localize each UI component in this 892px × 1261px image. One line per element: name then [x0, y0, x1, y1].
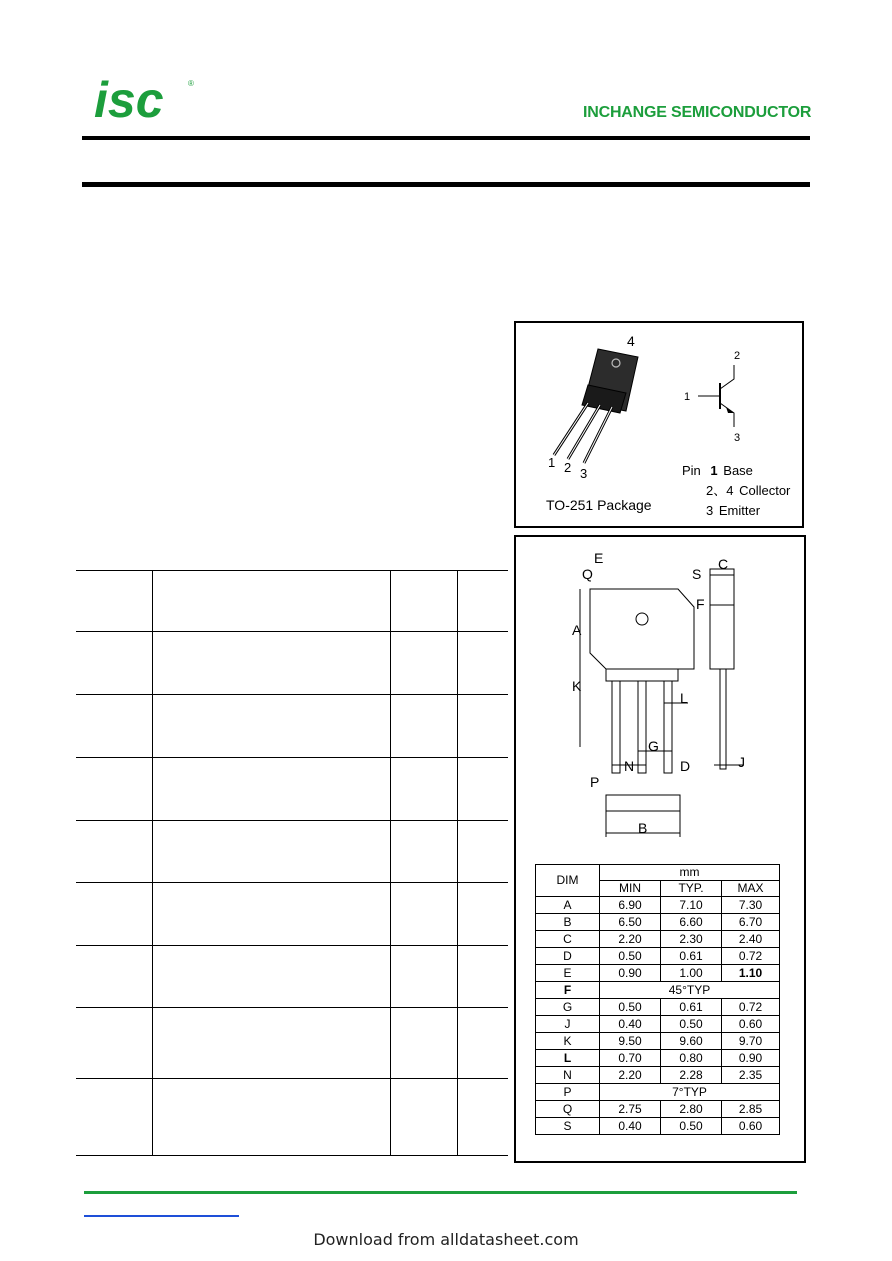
label-f: F: [696, 596, 705, 612]
table-row: [536, 1084, 780, 1101]
registered-mark: ®: [188, 79, 194, 88]
typ-cell: 0.50: [661, 1118, 722, 1135]
emitter-wire: [720, 403, 734, 427]
dim-cell: A: [536, 897, 600, 914]
min-cell: 0.40: [600, 1118, 661, 1135]
span-cell: 45°TYP: [600, 982, 780, 999]
table-row: [536, 1067, 780, 1084]
pin-line-1: [682, 463, 753, 478]
lead-label-1: 1: [548, 455, 556, 470]
front-lead-base: [606, 669, 678, 681]
table-row: [76, 883, 508, 946]
max-cell: 9.70: [722, 1033, 780, 1050]
label-g: G: [648, 738, 659, 754]
pin-line-3: [706, 503, 761, 518]
max-cell: 0.60: [722, 1118, 780, 1135]
col-unit: mm: [600, 865, 780, 881]
col-max: MAX: [722, 881, 780, 897]
table-row: [536, 982, 780, 999]
table-row: [536, 1101, 780, 1118]
pin-3-name: Emitter: [718, 503, 761, 518]
package-box: [514, 321, 804, 528]
front-lead-1: [612, 681, 620, 773]
span-cell: 7°TYP: [600, 1084, 780, 1101]
typ-cell: 9.60: [661, 1033, 722, 1050]
table-row: [536, 1050, 780, 1067]
side-lead: [720, 669, 726, 769]
typ-cell: 2.80: [661, 1101, 722, 1118]
label-s: S: [692, 566, 702, 582]
dimension-table: [535, 864, 780, 1135]
table-row: [76, 571, 508, 632]
pin-3-num: 3: [706, 503, 714, 518]
outline-drawing: [516, 537, 804, 857]
table-row: [76, 1079, 508, 1156]
package-name: TO-251 Package: [546, 497, 652, 513]
label-j: J: [738, 754, 745, 770]
table-row: [536, 914, 780, 931]
lead-label-3: 3: [580, 466, 588, 481]
typ-cell: 2.28: [661, 1067, 722, 1084]
max-cell: 6.70: [722, 914, 780, 931]
dim-cell: J: [536, 1016, 600, 1033]
symbol-pin-2: 2: [734, 350, 741, 362]
typ-cell: 0.61: [661, 948, 722, 965]
typ-cell: 6.60: [661, 914, 722, 931]
max-cell: 2.35: [722, 1067, 780, 1084]
table-row: [536, 931, 780, 948]
tab-pin-label: 4: [627, 333, 635, 349]
table-row: [536, 1118, 780, 1135]
front-lead-3: [664, 681, 672, 773]
table-header-row: [536, 865, 780, 881]
front-outline: [590, 589, 694, 669]
label-a: A: [572, 622, 582, 638]
pin-1-name: Base: [723, 463, 753, 478]
max-cell: 2.40: [722, 931, 780, 948]
table-row: [76, 946, 508, 1008]
lead-label-2: 2: [564, 460, 572, 475]
lead-1-highlight: [554, 403, 588, 455]
typ-cell: 1.00: [661, 965, 722, 982]
dim-cell: P: [536, 1084, 600, 1101]
bottom-view: [606, 795, 680, 811]
max-cell: 0.90: [722, 1050, 780, 1067]
label-q: Q: [582, 566, 593, 582]
label-e: E: [594, 550, 604, 566]
side-body: [710, 569, 734, 669]
label-d: D: [680, 758, 691, 774]
table-row: [536, 965, 780, 982]
dim-cell: K: [536, 1033, 600, 1050]
company-name: INCHANGE SEMICONDUCTOR: [583, 104, 812, 121]
col-dim: DIM: [536, 865, 600, 897]
typ-cell: 0.80: [661, 1050, 722, 1067]
min-cell: 2.75: [600, 1101, 661, 1118]
typ-cell: 2.30: [661, 931, 722, 948]
footer-link-underline[interactable]: [84, 1215, 239, 1217]
typ-cell: 7.10: [661, 897, 722, 914]
max-cell: 0.72: [722, 948, 780, 965]
symbol-pin-3: 3: [734, 432, 741, 444]
table-row: [76, 821, 508, 883]
pin-line-2: [706, 483, 791, 498]
table-row: [536, 1033, 780, 1050]
max-cell: 7.30: [722, 897, 780, 914]
table-row: [76, 758, 508, 821]
pin-2-num: 2、4: [706, 483, 734, 498]
table-row: [536, 897, 780, 914]
label-p: P: [590, 774, 600, 790]
col-typ: TYP.: [661, 881, 722, 897]
dim-cell: G: [536, 999, 600, 1016]
table-row: [76, 632, 508, 695]
front-lead-2: [638, 681, 646, 773]
ratings-table: [76, 570, 508, 1156]
min-cell: 0.50: [600, 948, 661, 965]
label-n: N: [624, 758, 635, 774]
table-row: [76, 695, 508, 758]
max-cell: 1.10: [722, 965, 780, 982]
max-cell: 0.60: [722, 1016, 780, 1033]
table-row: [536, 948, 780, 965]
dim-cell: L: [536, 1050, 600, 1067]
min-cell: 9.50: [600, 1033, 661, 1050]
table-row: [536, 999, 780, 1016]
typ-cell: 0.61: [661, 999, 722, 1016]
min-cell: 0.70: [600, 1050, 661, 1067]
min-cell: 0.90: [600, 965, 661, 982]
collector-wire: [720, 365, 734, 389]
min-cell: 2.20: [600, 931, 661, 948]
label-l: L: [680, 690, 688, 706]
front-hole: [636, 613, 648, 625]
dim-cell: F: [536, 982, 600, 999]
table-row: [76, 1008, 508, 1079]
footer-green-rule: [84, 1191, 797, 1194]
max-cell: 2.85: [722, 1101, 780, 1118]
dim-cell: E: [536, 965, 600, 982]
typ-cell: 0.50: [661, 1016, 722, 1033]
min-cell: 0.50: [600, 999, 661, 1016]
dim-cell: N: [536, 1067, 600, 1084]
dim-cell: Q: [536, 1101, 600, 1118]
min-cell: 0.40: [600, 1016, 661, 1033]
max-cell: 0.72: [722, 999, 780, 1016]
pin-2-name: Collector: [739, 483, 791, 498]
table-row: [536, 1016, 780, 1033]
label-k: K: [572, 678, 582, 694]
pin-prefix: Pin: [682, 463, 701, 478]
min-cell: 6.90: [600, 897, 661, 914]
isc-logo: [92, 70, 212, 130]
dim-cell: B: [536, 914, 600, 931]
min-cell: 6.50: [600, 914, 661, 931]
pin-1-num: 1: [710, 463, 718, 478]
dim-cell: S: [536, 1118, 600, 1135]
lead-3-highlight: [584, 407, 612, 463]
min-cell: 2.20: [600, 1067, 661, 1084]
dim-cell: C: [536, 931, 600, 948]
footer-download-text: Download from alldatasheet.com: [313, 1230, 579, 1249]
header-rule-bottom: [82, 182, 810, 187]
label-b: B: [638, 820, 648, 836]
col-min: MIN: [600, 881, 661, 897]
label-c: C: [718, 556, 729, 572]
lead-2-highlight: [568, 405, 600, 459]
symbol-pin-1: 1: [684, 391, 691, 403]
logo-text: isc: [94, 72, 164, 128]
header-rule-top: [82, 136, 810, 140]
package-drawing: [516, 323, 802, 526]
dim-cell: D: [536, 948, 600, 965]
